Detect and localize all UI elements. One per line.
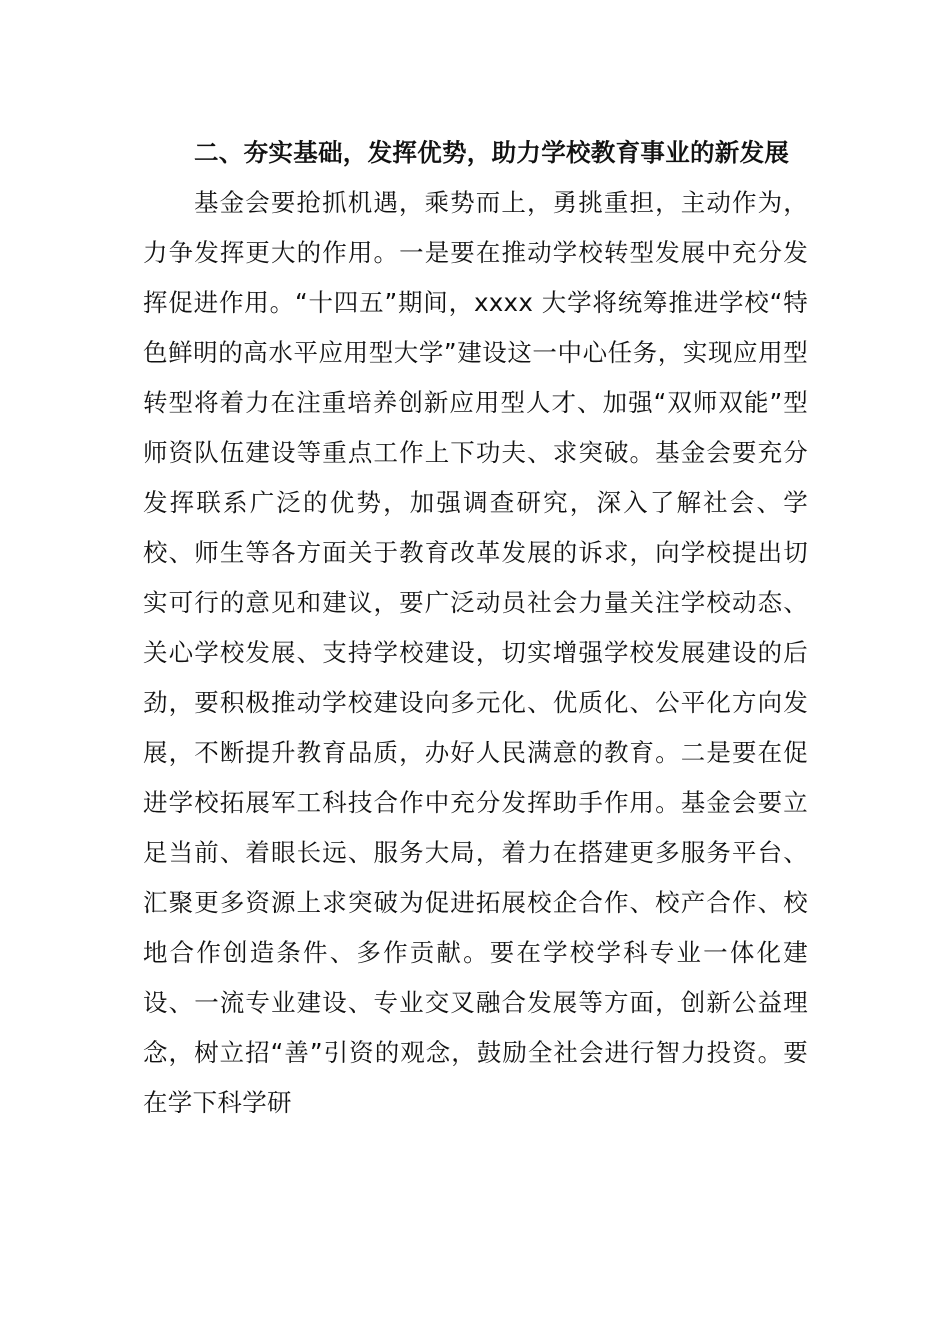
section-heading: 二、夯实基础，发挥优势，助力学校教育事业的新发展 [194,138,790,167]
body-paragraph: 基金会要抢抓机遇，乘势而上，勇挑重担，主动作为，力争发挥更大的作用。一是要在推动学校转型发展中充分发挥促进作用。“十四五”期间，xxxx 大学将统筹推进学校“特色鲜明的高水平应用型大学”建设这一中心任务，实现应用型转型将着力在注重培养创新应用型人才、加强“双师双能”型师资队伍建设等重点工作上下功夫、求突破。基金会要充分发挥联系广泛的优势，加强调查研究，深入了解社会、学校、师生等各方面关于教育改革发展的诉求，向学校提出切实可行的意见和建议，要广泛动员社会力量关注学校动态、关心学校发展、支持学校建设，切实增强学校发展建设的后劲，要积极推动学校建设向多元化、优质化、公平化方向发展，不断提升教育品质，办好人民满意的教育。二是要在促进学校拓展军工科技合作中充分发挥助手作用。基金会要立足当前、着眼长远、服务大局，着力在搭建更多服务平台、汇聚更多资源上求突破为促进拓展校企合作、校产合作、校地合作创造条件、多作贡献。要在学校学科专业一体化建设、一流专业建设、专业交叉融合发展等方面，创新公益理念，树立招“善”引资的观念，鼓励全社会进行智力投资。要在学下科学研 [143,188,808,1117]
document-content [143,128,808,1128]
